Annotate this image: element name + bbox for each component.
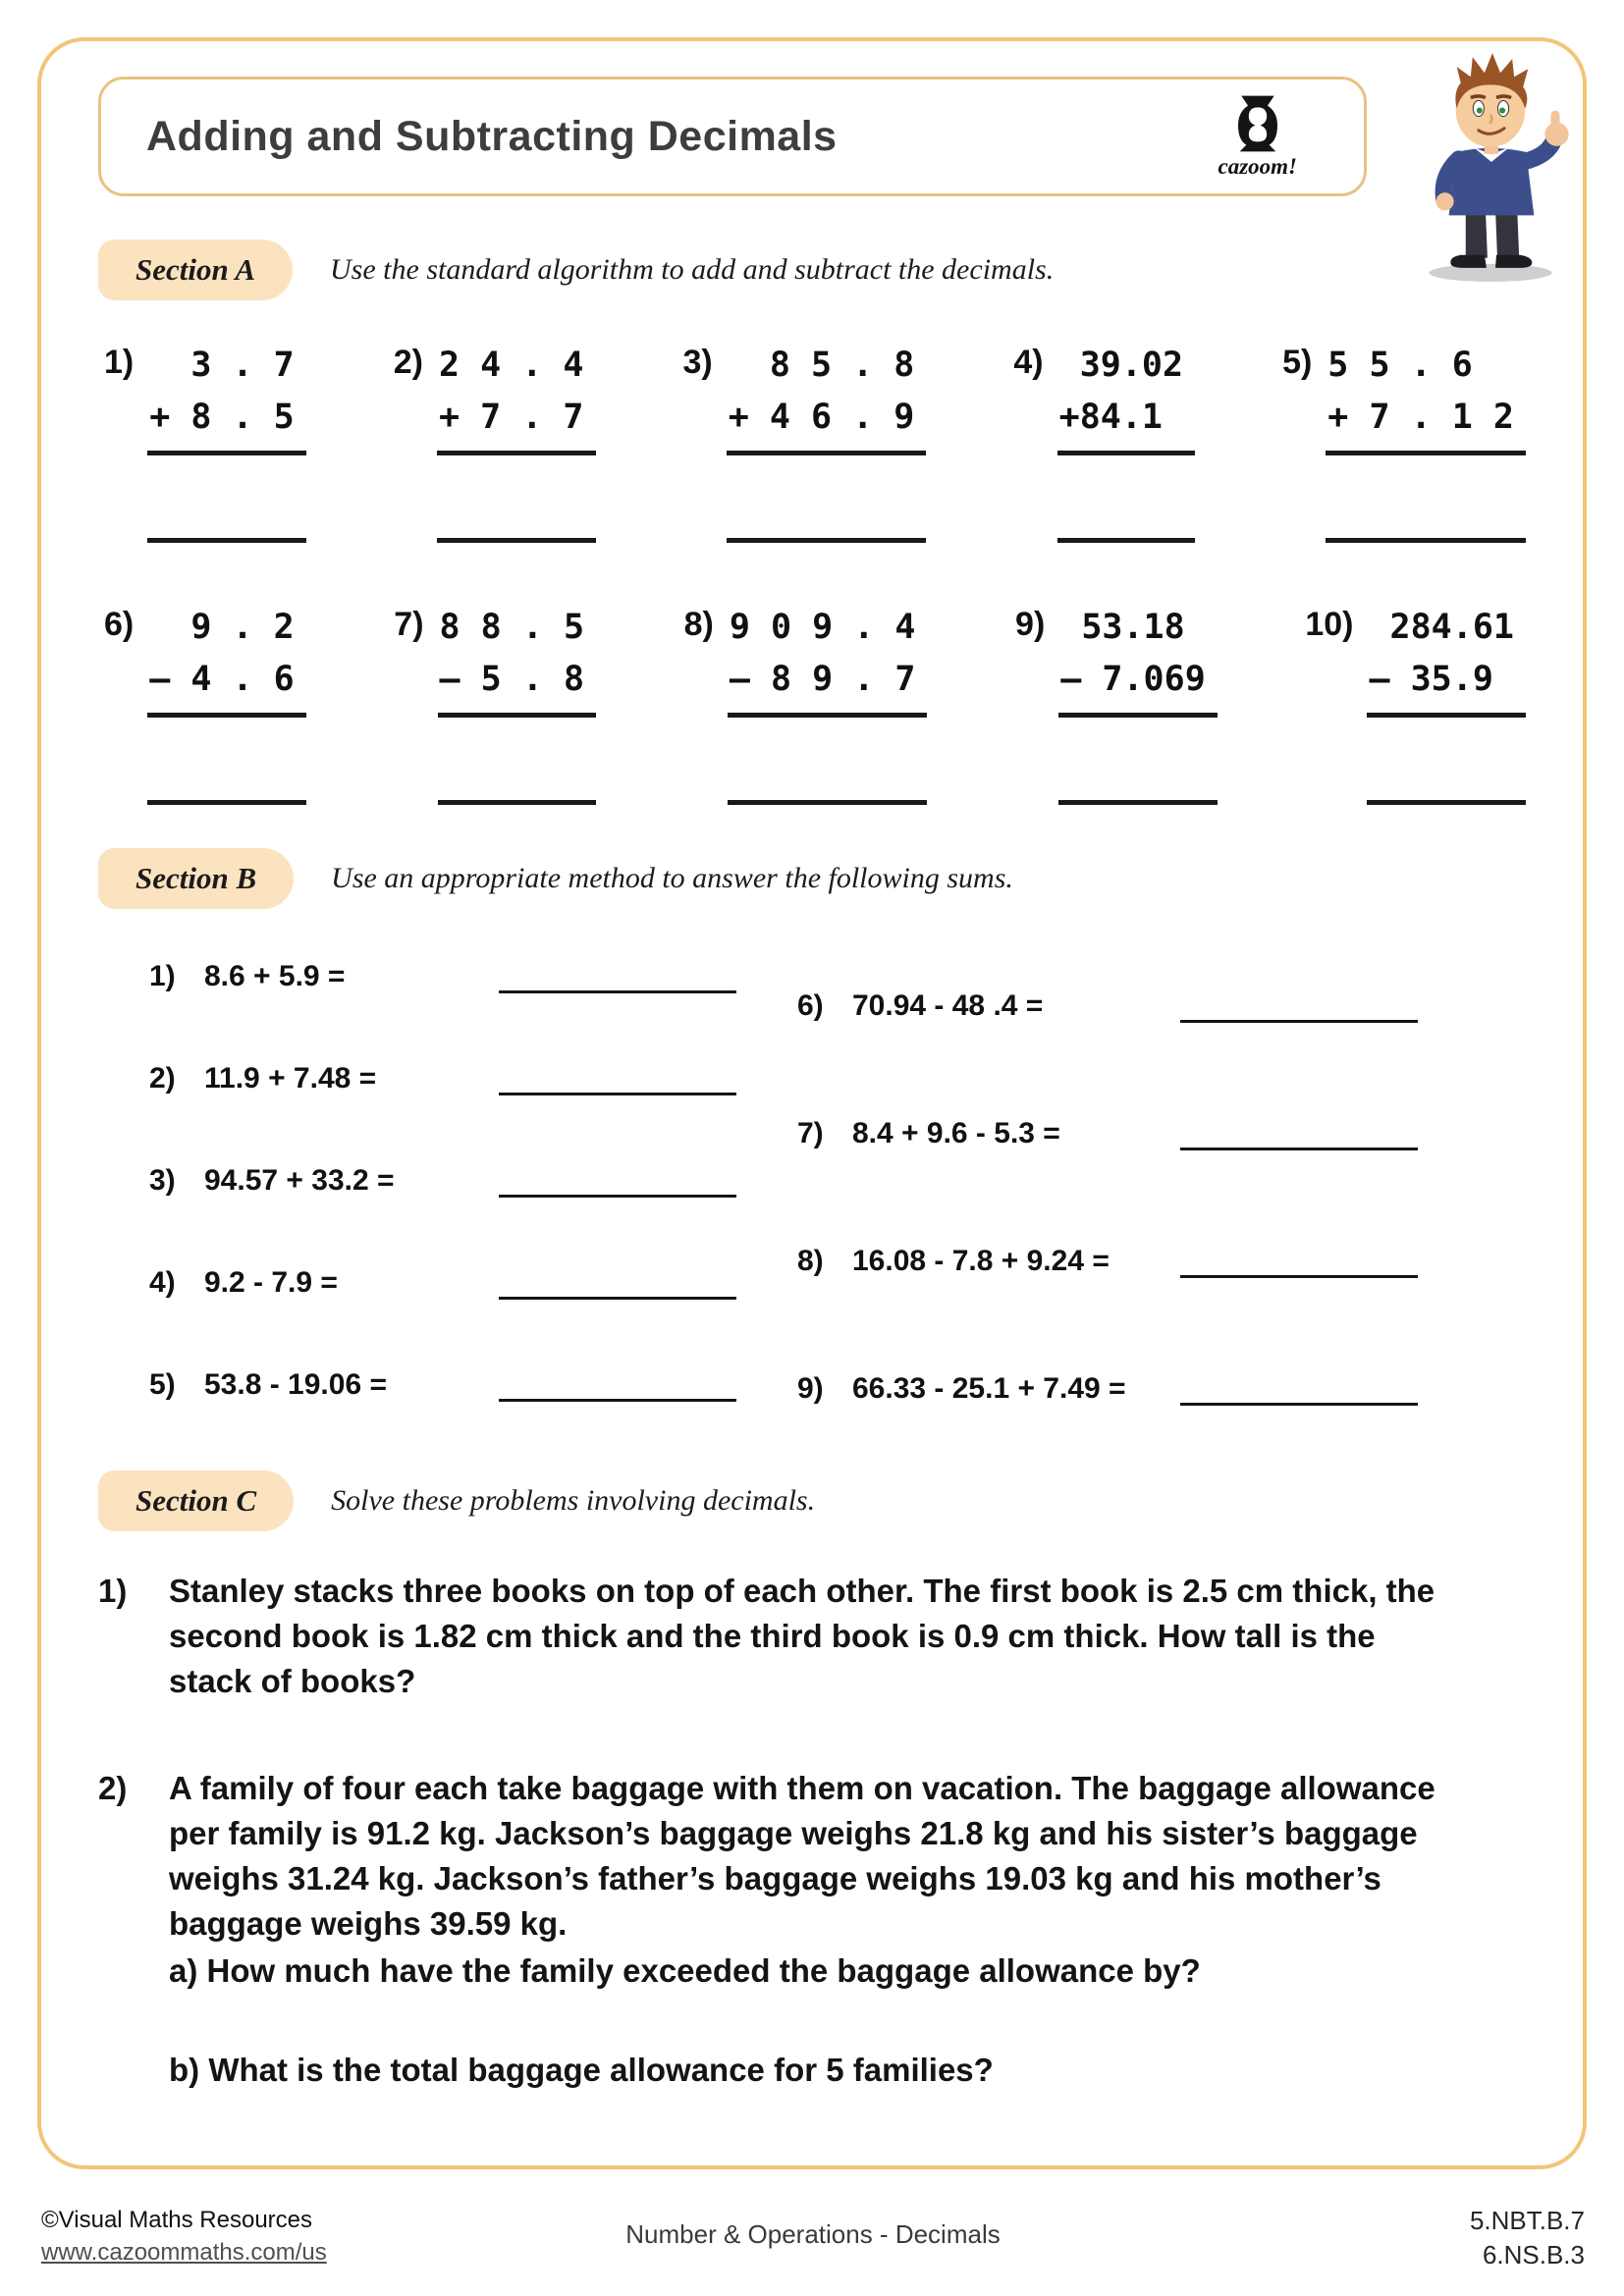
problem-number: 4) bbox=[1013, 344, 1044, 381]
sum-number: 9) bbox=[797, 1372, 824, 1405]
problem-number: 1) bbox=[104, 344, 135, 381]
bottom-number: + 4 6 . 9 bbox=[728, 397, 915, 437]
bottom-number: + 8 . 5 bbox=[149, 397, 295, 437]
word-problem-text bbox=[169, 1766, 1463, 2093]
section-b-right-column bbox=[797, 960, 1418, 1406]
answer-line bbox=[437, 538, 596, 543]
footer bbox=[41, 2204, 1585, 2272]
problem-numbers bbox=[1057, 340, 1195, 455]
section-a-header bbox=[98, 240, 1532, 300]
word-problem-text: Stanley stacks three books on top of each other. The first book is 2.5 cm thick, the second book is 1.82 cm thick and the third book is 0.9 cm thick. How tall is the stack of books? bbox=[169, 1573, 1435, 1700]
answer-blank bbox=[499, 983, 736, 993]
section-c-instruction: Solve these problems involving decimals. bbox=[331, 1484, 816, 1517]
sum-item bbox=[149, 960, 797, 993]
sum-number: 7) bbox=[797, 1117, 824, 1149]
problem-numbers bbox=[438, 602, 597, 718]
bottom-number: + 7 . 7 bbox=[438, 397, 584, 437]
sum-expression: 70.94 - 48 .4 = bbox=[852, 989, 1044, 1022]
answer-blank bbox=[1180, 1267, 1418, 1278]
problem-number: 6) bbox=[104, 606, 135, 643]
sum-expression: 66.33 - 25.1 + 7.49 = bbox=[852, 1372, 1126, 1405]
standard-code-2: 6.NS.B.3 bbox=[1482, 2239, 1585, 2269]
sum-item bbox=[149, 1266, 797, 1300]
arithmetic-problem bbox=[104, 602, 306, 805]
answer-blank bbox=[499, 1187, 736, 1198]
answer-line bbox=[1326, 538, 1526, 543]
sum-number: 4) bbox=[149, 1266, 176, 1299]
answer-blank bbox=[499, 1085, 736, 1095]
arithmetic-problem bbox=[683, 340, 927, 543]
problem-number: 10) bbox=[1305, 606, 1354, 643]
arithmetic-problem bbox=[104, 340, 306, 543]
bottom-number: +84.1 bbox=[1058, 397, 1163, 437]
sum-expression: 16.08 - 7.8 + 9.24 = bbox=[852, 1245, 1110, 1277]
top-number: 2 4 . 4 bbox=[438, 346, 584, 385]
cartoon-character bbox=[1390, 45, 1600, 283]
bottom-number: – 8 9 . 7 bbox=[729, 659, 916, 699]
section-a-row-1 bbox=[98, 340, 1532, 543]
top-number: 53.18 bbox=[1060, 608, 1185, 647]
problem-numbers bbox=[437, 340, 596, 455]
problem-numbers bbox=[147, 602, 306, 718]
word-problem-body: A family of four each take baggage with them on vacation. The baggage allowance per family is 91.2 kg. Jackson’s baggage weighs 21.8 kg and his sister’s baggage weighs 31.24 kg. Jackson’s father’s baggage weighs 19.03 kg and his mother’s baggage weighs 39.59 kg. bbox=[169, 1769, 1435, 1943]
website-link[interactable]: www.cazoommaths.com/us bbox=[41, 2239, 327, 2267]
section-b-instruction: Use an appropriate method to answer the following sums. bbox=[331, 862, 1013, 894]
bottom-number: – 35.9 bbox=[1369, 659, 1493, 699]
word-problem-part-a: a) How much have the family exceeded the baggage allowance by? bbox=[169, 1952, 1201, 1990]
sum-number: 2) bbox=[149, 1062, 176, 1095]
bottom-number: – 4 . 6 bbox=[149, 659, 295, 699]
sum-item bbox=[797, 1245, 1418, 1278]
sum-number: 6) bbox=[797, 989, 824, 1022]
sum-expression: 11.9 + 7.48 = bbox=[204, 1062, 377, 1095]
section-c-header bbox=[98, 1470, 1532, 1531]
top-number: 9 0 9 . 4 bbox=[729, 608, 916, 647]
arithmetic-problem bbox=[1305, 602, 1526, 805]
problem-numbers bbox=[147, 340, 306, 455]
sum-expression: 53.8 - 19.06 = bbox=[204, 1368, 387, 1401]
copyright-text: ©Visual Maths Resources bbox=[41, 2206, 313, 2233]
arithmetic-problem bbox=[1013, 340, 1195, 543]
sum-number: 8) bbox=[797, 1245, 824, 1277]
section-b-header bbox=[98, 848, 1532, 909]
top-number: 8 5 . 8 bbox=[728, 346, 915, 385]
top-number: 39.02 bbox=[1058, 346, 1184, 385]
top-number: 5 5 . 6 bbox=[1327, 346, 1473, 385]
top-number: 284.61 bbox=[1369, 608, 1514, 647]
problem-numbers bbox=[727, 340, 927, 455]
answer-blank bbox=[1180, 1012, 1418, 1023]
top-number: 8 8 . 5 bbox=[439, 608, 585, 647]
answer-blank bbox=[499, 1289, 736, 1300]
bottom-number: – 5 . 8 bbox=[439, 659, 585, 699]
answer-blank bbox=[1180, 1395, 1418, 1406]
problem-number: 2) bbox=[393, 344, 423, 381]
arithmetic-problem bbox=[1282, 340, 1526, 543]
cazoom-logo-icon bbox=[1232, 94, 1283, 153]
word-problem-number: 2) bbox=[98, 1769, 128, 1806]
sum-number: 3) bbox=[149, 1164, 176, 1197]
answer-blank bbox=[1180, 1140, 1418, 1150]
cazoom-logo bbox=[1218, 94, 1298, 180]
sum-item bbox=[149, 1164, 797, 1198]
answer-blank bbox=[499, 1391, 736, 1402]
top-number: 9 . 2 bbox=[149, 608, 295, 647]
title-box bbox=[98, 77, 1367, 196]
section-b-sums bbox=[98, 960, 1532, 1406]
sum-item bbox=[149, 1368, 797, 1402]
answer-line bbox=[1367, 800, 1526, 805]
sum-item bbox=[149, 1062, 797, 1095]
answer-line bbox=[727, 538, 927, 543]
answer-line bbox=[728, 800, 928, 805]
section-a-label: Section A bbox=[98, 240, 293, 300]
arithmetic-problem bbox=[394, 602, 596, 805]
section-c-label: Section C bbox=[98, 1470, 294, 1531]
footer-standards bbox=[1470, 2204, 1585, 2272]
answer-line bbox=[147, 538, 306, 543]
standard-code-1: 5.NBT.B.7 bbox=[1469, 2205, 1585, 2235]
cazoom-logo-text: cazoom! bbox=[1218, 153, 1297, 179]
word-problem bbox=[98, 1766, 1532, 2093]
problem-numbers bbox=[1367, 602, 1526, 718]
page-border-frame bbox=[37, 37, 1587, 2169]
problem-numbers bbox=[1326, 340, 1526, 455]
bottom-number: – 7.069 bbox=[1060, 659, 1206, 699]
footer-left bbox=[41, 2204, 327, 2269]
top-number: 3 . 7 bbox=[149, 346, 295, 385]
sum-item bbox=[797, 989, 1418, 1023]
arithmetic-problem bbox=[1015, 602, 1218, 805]
problem-number: 5) bbox=[1282, 344, 1313, 381]
problem-numbers bbox=[728, 602, 928, 718]
answer-line bbox=[1057, 538, 1195, 543]
problem-number: 8) bbox=[683, 606, 714, 643]
sum-expression: 8.4 + 9.6 - 5.3 = bbox=[852, 1117, 1060, 1149]
problem-number: 9) bbox=[1015, 606, 1046, 643]
section-a-row-2 bbox=[98, 602, 1532, 805]
sum-item bbox=[797, 1117, 1418, 1150]
word-problem-part-b: b) What is the total baggage allowance for 5 families? bbox=[169, 2051, 994, 2088]
section-b-label: Section B bbox=[98, 848, 294, 909]
sum-number: 1) bbox=[149, 960, 176, 992]
sum-expression: 94.57 + 33.2 = bbox=[204, 1164, 395, 1197]
word-problem bbox=[98, 1569, 1532, 1705]
answer-line bbox=[1058, 800, 1218, 805]
footer-category: Number & Operations - Decimals bbox=[625, 2218, 1001, 2249]
sum-number: 5) bbox=[149, 1368, 176, 1401]
page-title: Adding and Subtracting Decimals bbox=[146, 112, 838, 160]
sum-expression: 9.2 - 7.9 = bbox=[204, 1266, 338, 1299]
bottom-number: + 7 . 1 2 bbox=[1327, 397, 1514, 437]
answer-line bbox=[147, 800, 306, 805]
arithmetic-problem bbox=[684, 602, 928, 805]
section-a-instruction: Use the standard algorithm to add and subtract the decimals. bbox=[330, 253, 1055, 286]
answer-line bbox=[438, 800, 597, 805]
problem-number: 3) bbox=[682, 344, 713, 381]
sum-item bbox=[797, 1372, 1418, 1406]
sum-expression: 8.6 + 5.9 = bbox=[204, 960, 346, 992]
boy-thumbs-up-graphic bbox=[1390, 45, 1600, 283]
problem-numbers bbox=[1058, 602, 1218, 718]
arithmetic-problem bbox=[394, 340, 596, 543]
problem-number: 7) bbox=[394, 606, 424, 643]
section-b-left-column bbox=[149, 960, 797, 1406]
word-problem-number: 1) bbox=[98, 1573, 128, 1609]
